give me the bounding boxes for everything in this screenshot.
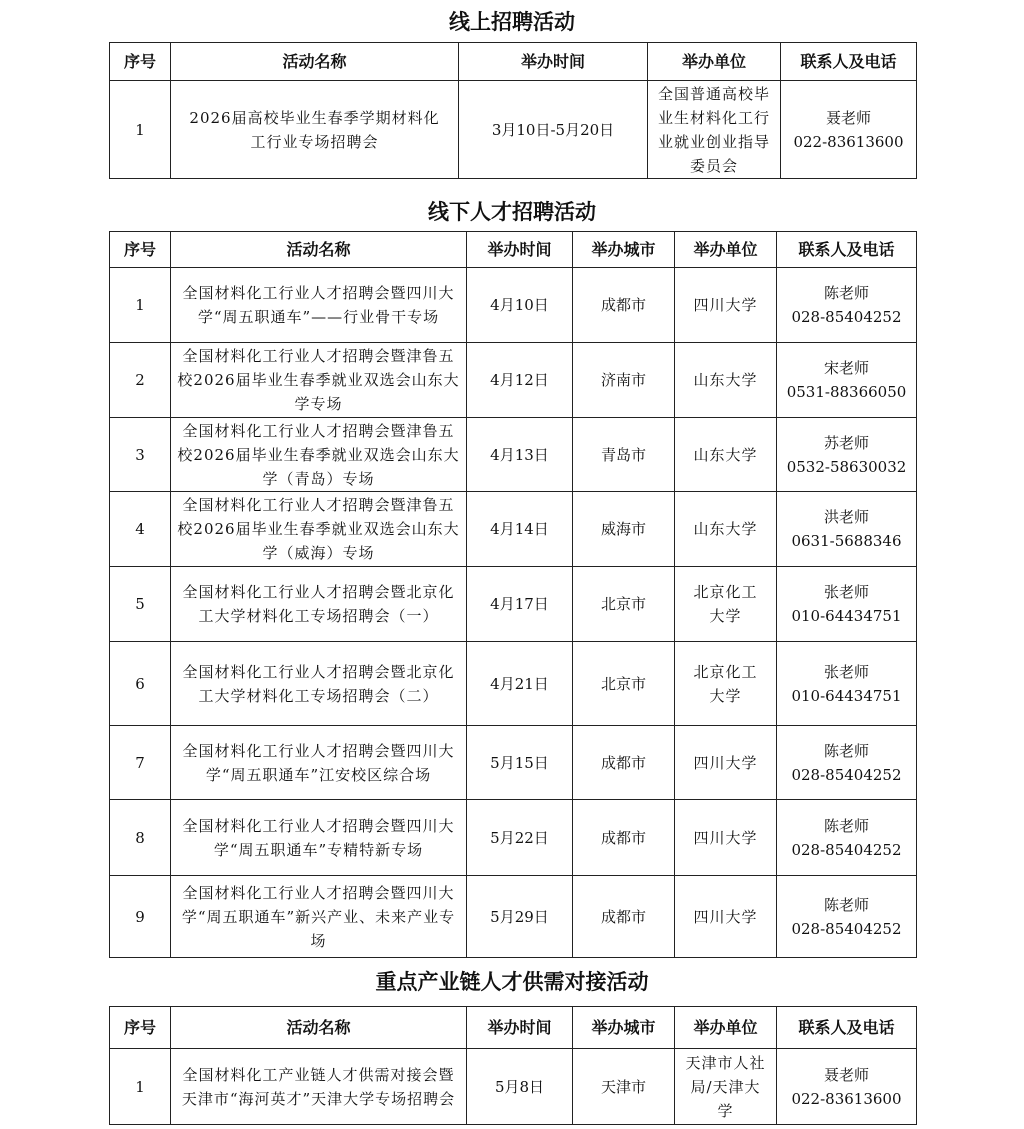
row-contact <box>777 418 917 492</box>
row-contact <box>777 876 917 958</box>
header-no: 序号 <box>110 1007 171 1049</box>
row-city: 青岛市 <box>573 418 675 492</box>
row-no: 7 <box>110 726 171 800</box>
header-name: 活动名称 <box>171 43 459 81</box>
header-name: 活动名称 <box>171 1007 467 1049</box>
row-time: 4月14日 <box>467 492 573 567</box>
row-no: 3 <box>110 418 171 492</box>
row-no: 9 <box>110 876 171 958</box>
header-contact: 联系人及电话 <box>777 1007 917 1049</box>
contact-name: 张老师 <box>823 583 869 601</box>
row-no: 4 <box>110 492 171 567</box>
row-time: 5月29日 <box>467 876 573 958</box>
row-no: 2 <box>110 343 171 418</box>
header-contact: 联系人及电话 <box>781 43 917 81</box>
table-row <box>110 642 917 726</box>
table-row <box>110 343 917 418</box>
row-name: 全国材料化工行业人才招聘会暨四川大学“周五职通车”专精特新专场 <box>171 800 467 876</box>
row-org: 四川大学 <box>675 876 777 958</box>
row-city: 成都市 <box>573 726 675 800</box>
row-org: 山东大学 <box>675 492 777 567</box>
industry-table <box>109 1006 917 1125</box>
row-city: 威海市 <box>573 492 675 567</box>
contact-phone: 0531-88366050 <box>786 383 907 401</box>
row-no: 1 <box>110 81 171 179</box>
contact-phone: 022-83613600 <box>791 1089 902 1108</box>
row-no: 1 <box>110 268 171 343</box>
row-time: 5月15日 <box>467 726 573 800</box>
row-city: 北京市 <box>573 642 675 726</box>
row-name: 全国材料化工行业人才招聘会暨北京化工大学材料化工专场招聘会（二） <box>171 642 467 726</box>
row-org: 四川大学 <box>675 726 777 800</box>
header-org: 举办单位 <box>675 1007 777 1049</box>
row-org: 全国普通高校毕业生材料化工行业就业创业指导委员会 <box>648 81 781 179</box>
row-contact <box>777 726 917 800</box>
contact-phone: 010-64434751 <box>791 686 902 705</box>
row-contact <box>777 268 917 343</box>
contact-name: 张老师 <box>823 662 869 681</box>
contact-phone: 010-64434751 <box>791 607 902 625</box>
row-name: 全国材料化工行业人才招聘会暨四川大学“周五职通车”江安校区综合场 <box>171 726 467 800</box>
contact-name: 洪老师 <box>823 508 869 526</box>
header-no: 序号 <box>110 232 171 268</box>
contact-name: 陈老师 <box>823 284 869 302</box>
table-row <box>110 268 917 343</box>
row-name: 全国材料化工行业人才招聘会暨四川大学“周五职通车”——行业骨干专场 <box>171 268 467 343</box>
industry-header-row <box>110 1007 917 1049</box>
row-no: 1 <box>110 1049 171 1125</box>
row-time: 5月22日 <box>467 800 573 876</box>
header-org: 举办单位 <box>675 232 777 268</box>
contact-phone: 028-85404252 <box>791 840 902 859</box>
row-org: 山东大学 <box>675 418 777 492</box>
row-city: 成都市 <box>573 876 675 958</box>
row-city: 北京市 <box>573 567 675 642</box>
contact-phone: 028-85404252 <box>791 308 902 326</box>
online-header-row <box>110 43 917 81</box>
row-name: 全国材料化工行业人才招聘会暨津鲁五校2026届毕业生春季就业双选会山东大学专场 <box>171 343 467 418</box>
row-no: 6 <box>110 642 171 726</box>
row-contact <box>777 642 917 726</box>
header-contact: 联系人及电话 <box>777 232 917 268</box>
row-contact <box>777 567 917 642</box>
contact-phone: 028-85404252 <box>791 919 902 938</box>
row-time: 5月8日 <box>467 1049 573 1125</box>
row-time: 4月21日 <box>467 642 573 726</box>
offline-table <box>109 231 917 958</box>
row-time: 4月10日 <box>467 268 573 343</box>
row-no: 5 <box>110 567 171 642</box>
row-name: 2026届高校毕业生春季学期材料化工行业专场招聘会 <box>171 81 459 179</box>
row-city: 天津市 <box>573 1049 675 1125</box>
contact-name: 苏老师 <box>823 433 869 452</box>
header-name: 活动名称 <box>171 232 467 268</box>
row-org: 四川大学 <box>675 800 777 876</box>
table-row <box>110 81 917 179</box>
industry-section-title: 重点产业链人才供需对接活动 <box>375 970 649 994</box>
row-org: 天津市人社局/天津大学 <box>675 1049 777 1125</box>
contact-phone: 0532-58630032 <box>786 457 907 476</box>
contact-phone: 028-85404252 <box>791 765 902 784</box>
contact-name: 宋老师 <box>823 359 869 377</box>
contact-name: 聂老师 <box>823 1065 869 1084</box>
row-city: 成都市 <box>573 800 675 876</box>
contact-phone: 0631-5688346 <box>791 532 902 550</box>
row-contact <box>777 1049 917 1125</box>
contact-name: 陈老师 <box>823 895 869 914</box>
row-org: 山东大学 <box>675 343 777 418</box>
row-name: 全国材料化工行业人才招聘会暨津鲁五校2026届毕业生春季就业双选会山东大学（青岛）专场 <box>171 418 467 492</box>
row-name: 全国材料化工行业人才招聘会暨四川大学“周五职通车”新兴产业、未来产业专场 <box>171 876 467 958</box>
online-table <box>109 42 917 179</box>
row-org: 北京化工大学 <box>675 642 777 726</box>
table-row <box>110 1049 917 1125</box>
header-time: 举办时间 <box>459 43 648 81</box>
header-time: 举办时间 <box>467 232 573 268</box>
row-contact <box>777 800 917 876</box>
contact-name: 陈老师 <box>823 741 869 760</box>
contact-name: 陈老师 <box>823 816 869 835</box>
row-no: 8 <box>110 800 171 876</box>
row-city: 成都市 <box>573 268 675 343</box>
table-row <box>110 567 917 642</box>
row-time: 4月13日 <box>467 418 573 492</box>
row-time: 4月12日 <box>467 343 573 418</box>
row-name: 全国材料化工行业人才招聘会暨津鲁五校2026届毕业生春季就业双选会山东大学（威海）专场 <box>171 492 467 567</box>
row-time: 3月10日-5月20日 <box>459 81 648 179</box>
header-city: 举办城市 <box>573 1007 675 1049</box>
row-org: 四川大学 <box>675 268 777 343</box>
contact-phone: 022-83613600 <box>793 132 904 151</box>
row-city: 济南市 <box>573 343 675 418</box>
table-row <box>110 492 917 567</box>
row-contact <box>781 81 917 179</box>
offline-section-title: 线下人才招聘活动 <box>428 200 596 224</box>
header-time: 举办时间 <box>467 1007 573 1049</box>
offline-header-row <box>110 232 917 268</box>
contact-name: 聂老师 <box>825 108 871 127</box>
online-section-title: 线上招聘活动 <box>449 10 575 34</box>
row-contact <box>777 343 917 418</box>
header-no: 序号 <box>110 43 171 81</box>
table-row <box>110 800 917 876</box>
table-row <box>110 726 917 800</box>
header-city: 举办城市 <box>573 232 675 268</box>
table-row <box>110 418 917 492</box>
row-org: 北京化工大学 <box>675 567 777 642</box>
header-org: 举办单位 <box>648 43 781 81</box>
table-row <box>110 876 917 958</box>
row-time: 4月17日 <box>467 567 573 642</box>
row-name: 全国材料化工产业链人才供需对接会暨天津市“海河英才”天津大学专场招聘会 <box>171 1049 467 1125</box>
row-contact <box>777 492 917 567</box>
row-name: 全国材料化工行业人才招聘会暨北京化工大学材料化工专场招聘会（一） <box>171 567 467 642</box>
